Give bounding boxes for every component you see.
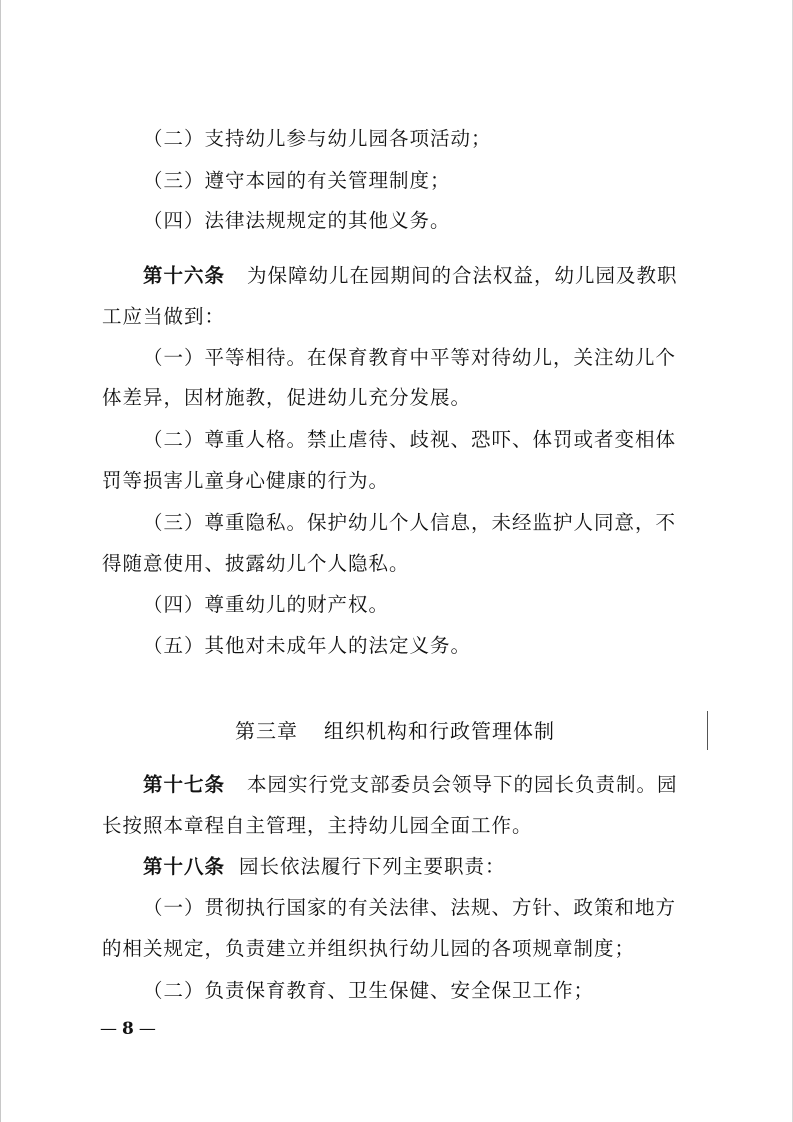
margin-mark (707, 711, 708, 750)
duty-item-2: （二）支持幼儿参与幼儿园各项活动； (143, 127, 492, 150)
chapter-title: 组织机构和行政管理体制 (324, 719, 555, 743)
requirement-1-line-1: （一）平等相待。在保育教育中平等对待幼儿，关注幼儿个 (143, 346, 677, 369)
article-18-label: 第十八条 (143, 855, 226, 878)
page-number: 8 (122, 1019, 134, 1039)
footer-dash-left: — (100, 1019, 117, 1039)
director-duty-1-line-1: （一）贯彻执行国家的有关法律、法规、方针、政策和地方 (143, 896, 677, 919)
requirement-1-line-2: 体差异，因材施教，促进幼儿充分发展。 (102, 386, 472, 409)
requirement-3-line-1: （三）尊重隐私。保护幼儿个人信息，未经监护人同意，不 (143, 511, 677, 534)
requirement-5: （五）其他对未成年人的法定义务。 (143, 634, 472, 657)
requirement-2-line-1: （二）尊重人格。禁止虐待、歧视、恐吓、体罚或者变相体 (143, 428, 677, 451)
article-18-line-1 (143, 852, 763, 882)
article-16-label: 第十六条 (143, 264, 226, 287)
duty-item-4: （四）法律法规规定的其他义务。 (143, 209, 451, 232)
page-number-footer (100, 1017, 156, 1041)
requirement-4: （四）尊重幼儿的财产权。 (143, 593, 390, 616)
article-17-text: 本园实行党支部委员会领导下的园长负责制。园 (247, 773, 678, 796)
article-17-label: 第十七条 (143, 773, 226, 796)
footer-dash-right: — (138, 1019, 156, 1039)
article-16-line-1 (143, 261, 763, 291)
article-16-text: 为保障幼儿在园期间的合法权益，幼儿园及教职 (247, 264, 678, 287)
page-left-border (0, 0, 1, 1122)
article-16-line-2: 工应当做到： (102, 305, 226, 328)
chapter-number: 第三章 (235, 719, 298, 743)
article-18-text: 园长依法履行下列主要职责： (239, 855, 506, 878)
duty-item-3: （三）遵守本园的有关管理制度； (143, 169, 451, 192)
requirement-3-line-2: 得随意使用、披露幼儿个人隐私。 (102, 552, 410, 575)
director-duty-1-line-2: 的相关规定，负责建立并组织执行幼儿园的各项规章制度； (102, 937, 636, 960)
article-17-line-1 (143, 770, 763, 800)
requirement-2-line-2: 罚等损害儿童身心健康的行为。 (102, 469, 390, 492)
article-17-line-2: 长按照本章程自主管理，主持幼儿园全面工作。 (102, 814, 533, 837)
chapter-heading (235, 716, 595, 746)
director-duty-2: （二）负责保育教育、卫生保健、安全保卫工作； (143, 979, 595, 1002)
